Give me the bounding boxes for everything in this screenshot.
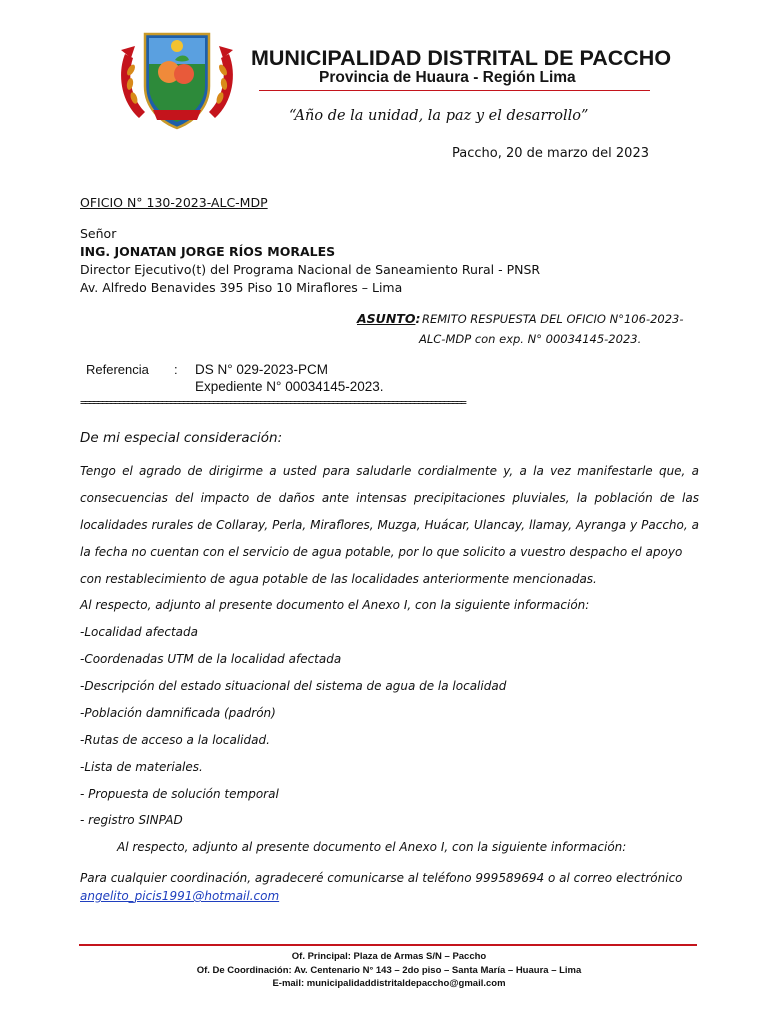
- contact-email-link[interactable]: angelito_picis1991@hotmail.com: [80, 889, 280, 903]
- list-item: -Localidad afectada: [80, 625, 198, 639]
- salutation-title: Señor: [80, 226, 117, 241]
- list-item: -Lista de materiales.: [80, 760, 203, 774]
- recipient-address: Av. Alfredo Benavides 395 Piso 10 Miraflores – Lima: [80, 280, 403, 295]
- header-divider: [259, 90, 650, 91]
- footer-email: E-mail: municipalidaddistritaldepaccho@gmail.com: [272, 978, 506, 989]
- referencia-colon: :: [174, 362, 178, 377]
- oficio-number: OFICIO N° 130-2023-ALC-MDP: [80, 195, 268, 210]
- referencia-line-1: DS N° 029-2023-PCM: [195, 362, 328, 377]
- asunto-line-1: REMITO RESPUESTA DEL OFICIO N°106-2023-: [422, 312, 684, 326]
- list-item: -Población damnificada (padrón): [80, 706, 276, 720]
- recipient-name: ING. JONATAN JORGE RÍOS MORALES: [80, 244, 336, 259]
- list-item: -Descripción del estado situacional del sistema de agua de la localidad: [80, 679, 507, 693]
- annex-intro: Al respecto, adjunto al presente documento el Anexo I, con la siguiente información:: [80, 598, 590, 612]
- footer-main-office: Of. Principal: Plaza de Armas S/N – Paccho: [291, 951, 487, 962]
- main-paragraph-last-line: con restablecimiento de agua potable de las localidades anteriormente mencionadas.: [80, 572, 597, 586]
- footer-coordination-office: Of. De Coordinación: Av. Centenario N° 143 – 2do piso – Santa María – Huaura – Lima: [196, 965, 582, 976]
- annex-repeat: Al respecto, adjunto al presente documento el Anexo I, con la siguiente información:: [117, 840, 627, 854]
- greeting: De mi especial consideración:: [80, 430, 283, 446]
- asunto-label-text: ASUNTO: [357, 311, 416, 326]
- main-paragraph: [80, 458, 699, 593]
- list-item: -Coordenadas UTM de la localidad afectada: [80, 652, 342, 666]
- main-paragraph-justified: Tengo el agrado de dirigirme a usted para saludarle cordialmente y, a la vez manifestarle que, a consecuencias del impacto de daños ante intensas precipitaciones pluviales, la población de las localidades rurales de Collaray, Perla, Miraflores, Muzga, Huácar, Ulancay, llamay, Ayranga y Paccho, a la fecha no cuentan con el servicio de agua potable, por lo que solicito a vuestro despacho el apoyo: [80, 464, 699, 559]
- list-item: - Propuesta de solución temporal: [80, 787, 279, 801]
- referencia-line-2: Expediente N° 00034145-2023.: [195, 379, 384, 394]
- municipality-logo: [117, 24, 237, 136]
- province-region: Provincia de Huaura - Región Lima: [319, 69, 576, 86]
- list-item: -Rutas de acceso a la localidad.: [80, 733, 270, 747]
- contact-line: Para cualquier coordinación, agradeceré comunicarse al teléfono 999589694 o al correo electrónico: [80, 871, 683, 885]
- list-item: - registro SINPAD: [80, 813, 183, 827]
- letter-date: Paccho, 20 de marzo del 2023: [452, 146, 649, 161]
- year-motto: “Año de la unidad, la paz y el desarrollo”: [289, 108, 589, 124]
- asunto-label: [357, 311, 420, 326]
- asunto-line-2: ALC-MDP con exp. N° 00034145-2023.: [419, 332, 642, 346]
- footer-divider: [79, 944, 697, 946]
- asunto-colon: :: [415, 311, 421, 326]
- referencia-label: Referencia: [86, 362, 149, 377]
- separator-line: ==========================================================================================: [80, 396, 465, 409]
- municipality-name: MUNICIPALIDAD DISTRITAL DE PACCHO: [251, 46, 672, 70]
- recipient-position: Director Ejecutivo(t) del Programa Nacional de Saneamiento Rural - PNSR: [80, 262, 541, 277]
